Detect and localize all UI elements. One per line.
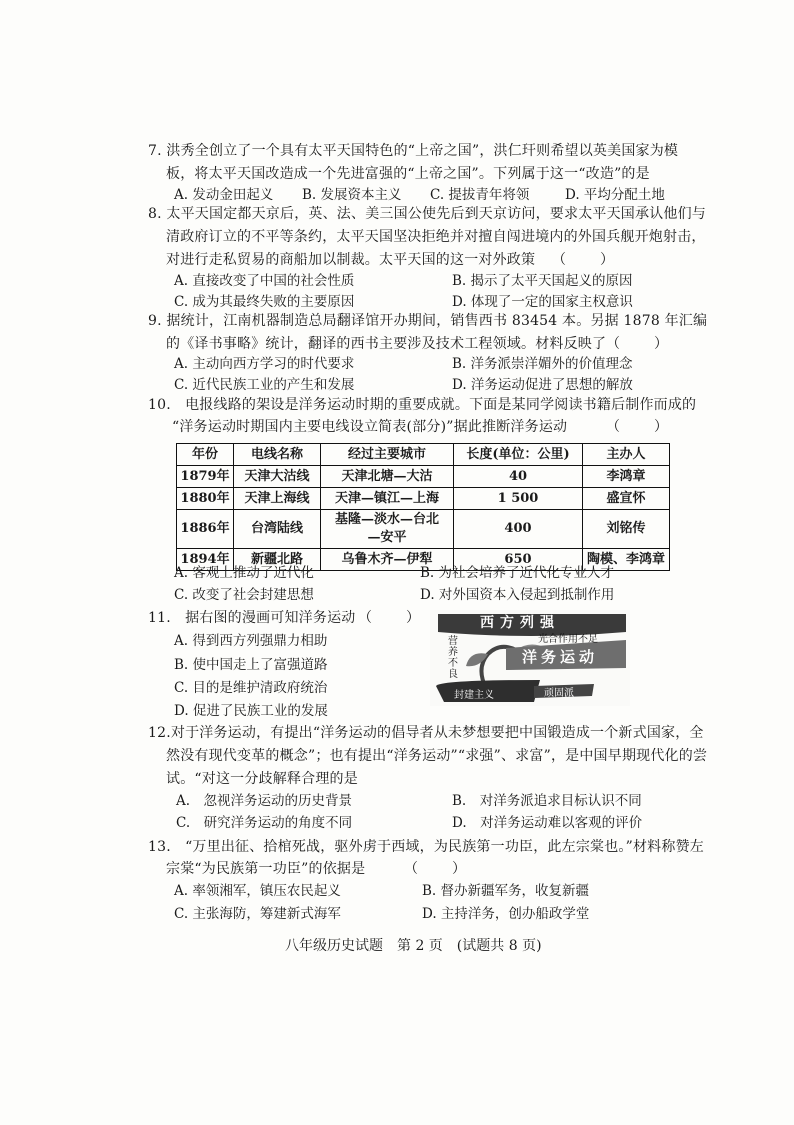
q7-stem-line1: 7. 洪秀全创立了一个具有太平天国特色的“上帝之国”，洪仁玕则希望以英美国家为模 (148, 143, 679, 159)
cartoon-pot-right-label: 顽固派 (544, 688, 574, 699)
page-footer: 八年级历史试题 第 2 页 (试题共 8 页) (285, 938, 542, 954)
q7-option-b: B. 发展资本主义 (302, 187, 402, 203)
q8-option-a: A. 直接改变了中国的社会性质 (174, 273, 355, 289)
q9-option-a: A. 主动向西方学习的时代要求 (174, 356, 355, 372)
table-cell: 基隆—淡水—台北—安平 (321, 510, 454, 549)
cartoon-banner-text: 西方列强 (480, 615, 560, 631)
q9-option-d: D. 洋务运动促进了思想的解放 (452, 377, 633, 393)
q11-answer-paren: （ ） (358, 610, 422, 626)
q12-option-a: A. 忽视洋务运动的历史背景 (176, 793, 353, 809)
q9-stem-line1: 9. 据统计，江南机器制造总局翻译馆开办期间，销售西书 83454 本。另据 1878 年汇编 (148, 313, 708, 329)
table-cell: 乌鲁木齐—伊犁 (321, 549, 454, 571)
q8-answer-paren: （ ） (552, 252, 616, 268)
q11-option-a: A. 得到西方列强鼎力相助 (174, 633, 328, 649)
q8-option-c: C. 成为其最终失败的主要原因 (174, 294, 355, 310)
q12-option-c: C. 研究洋务运动的角度不同 (176, 815, 353, 831)
q9-option-c: C. 近代民族工业的产生和发展 (174, 377, 355, 393)
q12-stem-line2: 然没有现代变革的概念”；也有提出“洋务运动”“求强”、求富”，是中国早期现代化的尝 (166, 748, 708, 764)
q11-option-c: C. 目的是维护清政府统治 (174, 680, 328, 696)
table-cell: 天津上海线 (234, 488, 321, 510)
table-cell: 李鸿章 (583, 466, 670, 488)
table-header-line-name: 电线名称 (234, 444, 321, 466)
cartoon-center-label: 洋务运动 (522, 648, 599, 666)
q12-option-d: D. 对洋务运动难以客观的评价 (452, 815, 643, 831)
q13-stem-line1: 13. “万里出征、拾棺死战，驱外虏于西域，为民族第一功臣，此左宗棠也。”材料称赞左 (148, 839, 704, 855)
table-row (177, 488, 670, 510)
table-row (177, 466, 670, 488)
q13-option-a: A. 率领湘军，镇压农民起义 (174, 883, 341, 899)
q8-stem-line3: 对进行走私贸易的商船加以制裁。太平天国的这一对外政策 (166, 252, 536, 268)
q7-stem-line2: 板，将太平天国改造成一个先进富强的“上帝之国”。下列属于这一“改造”的是 (166, 166, 650, 182)
table-header-row (177, 444, 670, 466)
q10-option-a: A. 客观上推动了近代化 (174, 565, 314, 581)
table-header-length: 长度(单位：公里) (454, 444, 583, 466)
table-cell: 新疆北路 (234, 549, 321, 571)
q10-option-d: D. 对外国资本入侵起到抵制作用 (420, 587, 615, 603)
table-cell: 天津北塘—大沽 (321, 466, 454, 488)
table-cell: 天津大沽线 (234, 466, 321, 488)
q11-option-b: B. 使中国走上了富强道路 (174, 657, 328, 673)
q13-answer-paren: （ ） (404, 861, 468, 877)
table-cell: 1886年 (177, 510, 234, 549)
table-cell: 400 (454, 510, 583, 549)
table-cell: 盛宣怀 (583, 488, 670, 510)
table-cell: 40 (454, 466, 583, 488)
q8-option-b: B. 揭示了太平天国起义的原因 (452, 273, 633, 289)
q8-stem-line1: 8. 太平天国定都天京后，英、法、美三国公使先后到天京访问，要求太平天国承认他们与 (148, 206, 707, 222)
telegraph-line-table (176, 443, 670, 571)
table-header-sponsor: 主办人 (583, 444, 670, 466)
table-cell: 陶模、李鸿章 (583, 549, 670, 571)
q9-stem-line2: 的《译书事略》统计，翻译的西书主要涉及技术工程领域。材料反映了 (166, 336, 607, 352)
q11-cartoon (430, 610, 630, 706)
q10-stem-line1: 10. 电报线路的架设是洋务运动时期的重要成就。下面是某同学阅读书籍后制作而成的 (148, 397, 697, 413)
q10-option-c: C. 改变了社会封建思想 (174, 587, 314, 603)
q8-stem-line2: 清政府订立的不平等条约，太平天国坚决拒绝并对擅自闯进境内的外国兵舰开炮射击， (166, 229, 706, 245)
q13-option-d: D. 主持洋务，创办船政学堂 (422, 906, 590, 922)
q12-stem-line1: 12.对于洋务运动，有提出“洋务运动的倡导者从未梦想要把中国锻造成一个新式国家，全 (148, 725, 704, 741)
table-header-cities: 经过主要城市 (321, 444, 454, 466)
table-row (177, 510, 670, 549)
cartoon-left-note: 营养不良 (448, 636, 458, 680)
q12-stem-line3: 试。“对这一分歧解释合理的是 (166, 771, 358, 787)
table-header-year: 年份 (177, 444, 234, 466)
cartoon-pot-label: 封建主义 (454, 690, 494, 701)
table-cell: 1894年 (177, 549, 234, 571)
q13-stem-line2: 宗棠“为民族第一功臣”的依据是 (166, 861, 366, 877)
table-cell: 刘铭传 (583, 510, 670, 549)
cartoon-right-note: 光合作用不足 (538, 634, 598, 645)
q7-option-a: A. 发动金田起义 (174, 187, 274, 203)
table-cell: 1879年 (177, 466, 234, 488)
q11-stem: 11. 据右图的漫画可知洋务运动 (148, 610, 356, 626)
table-cell: 天津—镇江—上海 (321, 488, 454, 510)
table-cell: 台湾陆线 (234, 510, 321, 549)
q13-option-c: C. 主张海防，筹建新式海军 (174, 906, 341, 922)
q10-stem-line2: “洋务运动时期国内主要电线设立简表(部分)”据此推断洋务运动 (172, 419, 568, 435)
table-cell: 650 (454, 549, 583, 571)
q9-answer-paren: （ ） (606, 336, 670, 352)
q9-option-b: B. 洋务派崇洋媚外的价值理念 (452, 356, 633, 372)
q13-option-b: B. 督办新疆军务，收复新疆 (422, 883, 590, 899)
table-cell: 1 500 (454, 488, 583, 510)
table-cell: 1880年 (177, 488, 234, 510)
q7-option-d: D. 平均分配土地 (565, 187, 665, 203)
q10-answer-paren: （ ） (606, 419, 670, 435)
q7-option-c: C. 提拔青年将领 (430, 187, 530, 203)
q12-option-b: B. 对洋务派追求目标认识不同 (452, 793, 642, 809)
q11-option-d: D. 促进了民族工业的发展 (174, 703, 328, 719)
q8-option-d: D. 体现了一定的国家主权意识 (452, 294, 633, 310)
q10-option-b: B. 为社会培养了近代化专业人才 (420, 565, 615, 581)
